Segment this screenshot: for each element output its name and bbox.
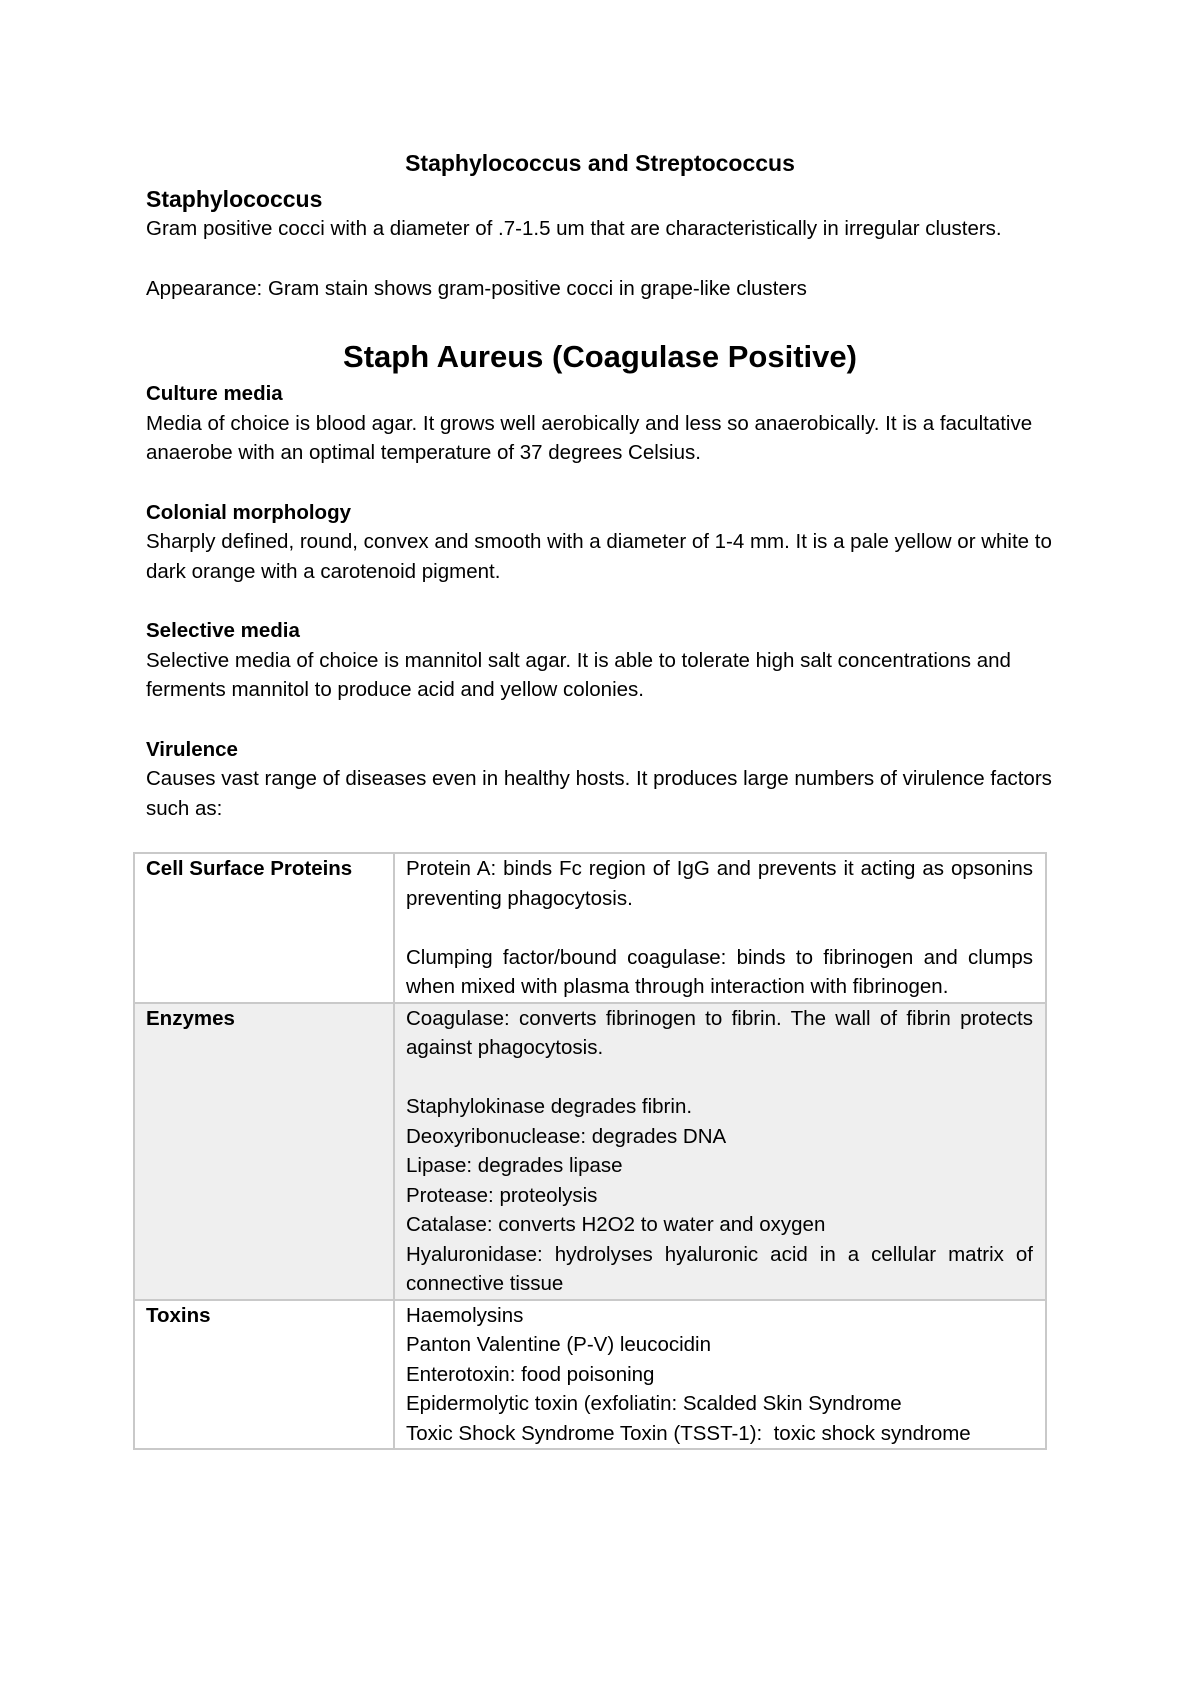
- table-row-enzymes: [134, 1003, 1046, 1300]
- spacer: [406, 1063, 1033, 1093]
- table-row-cell-surface-proteins: [134, 853, 1046, 1003]
- subsection-heading-staph-aureus: Staph Aureus (Coagulase Positive): [343, 339, 857, 374]
- table-cell-details: [394, 853, 1046, 1003]
- list-item: Enterotoxin: food poisoning: [406, 1362, 655, 1386]
- spacer: [146, 586, 1054, 616]
- list-item: Hyaluronidase: hydrolyses hyaluronic acid in a cellular matrix of connective tissue: [406, 1242, 1033, 1295]
- culture-media-text: Media of choice is blood agar. It grows well aerobically and less so anaerobically. It is a facultative anaerobe with an optimal temperature of 37 degrees Celsius.: [146, 411, 1033, 464]
- virulence-label: Virulence: [146, 737, 238, 761]
- staphylococcus-appearance: Appearance: Gram stain shows gram-positive cocci in grape-like clusters: [146, 276, 807, 300]
- document-body: [146, 148, 1054, 823]
- list-item: Haemolysins: [406, 1303, 524, 1327]
- list-item: Protease: proteolysis: [406, 1183, 598, 1207]
- list-item: Staphylokinase degrades fibrin.: [406, 1095, 693, 1118]
- selective-media-label: Selective media: [146, 619, 300, 642]
- table-cell-details: [394, 1003, 1046, 1300]
- document-title: Staphylococcus and Streptococcus: [405, 150, 795, 176]
- table-cell-category: Enzymes: [134, 1003, 394, 1300]
- culture-media-label: Culture media: [146, 382, 283, 405]
- list-item: Toxic Shock Syndrome Toxin (TSST-1): toxic shock syndrome: [406, 1421, 971, 1445]
- spacer: [146, 468, 1054, 498]
- list-item: Deoxyribonuclease: degrades DNA: [406, 1124, 727, 1148]
- list-item: Clumping factor/bound coagulase: binds to fibrinogen and clumps when mixed with plasma through interaction with fibrinogen.: [406, 945, 1033, 998]
- list-item: Lipase: degrades lipase: [406, 1154, 623, 1177]
- list-item: Protein A: binds Fc region of IgG and prevents it acting as opsonins preventing phagocytosis.: [406, 857, 1033, 910]
- table-cell-category: Toxins: [134, 1300, 394, 1450]
- spacer: [146, 244, 1054, 274]
- table-row-toxins: [134, 1300, 1046, 1450]
- table-cell-details: [394, 1300, 1046, 1450]
- colonial-morphology-label: Colonial morphology: [146, 500, 351, 524]
- spacer: [406, 913, 1033, 943]
- list-item: Catalase: converts H2O2 to water and oxygen: [406, 1213, 826, 1236]
- list-item: Epidermolytic toxin (exfoliatin: Scalded Skin Syndrome: [406, 1392, 902, 1415]
- selective-media-text: Selective media of choice is mannitol salt agar. It is able to tolerate high salt concentrations and ferments mannitol to produce acid and yellow colonies.: [146, 648, 1011, 701]
- spacer: [146, 705, 1054, 735]
- list-item: Panton Valentine (P-V) leucocidin: [406, 1333, 712, 1356]
- list-item: Coagulase: converts fibrinogen to fibrin. The wall of fibrin protects against phagocytosis.: [406, 1006, 1033, 1059]
- table-cell-category: Cell Surface Proteins: [134, 853, 394, 1003]
- colonial-morphology-text: Sharply defined, round, convex and smooth with a diameter of 1-4 mm. It is a pale yellow or white to dark orange with a carotenoid pigment.: [146, 530, 1052, 583]
- virulence-factors-table: [133, 852, 1047, 1450]
- staphylococcus-description: Gram positive cocci with a diameter of .7-1.5 um that are characteristically in irregular clusters.: [146, 217, 1002, 240]
- virulence-text: Causes vast range of diseases even in healthy hosts. It produces large numbers of virulence factors such as:: [146, 767, 1052, 820]
- section-heading-staphylococcus: Staphylococcus: [146, 186, 323, 212]
